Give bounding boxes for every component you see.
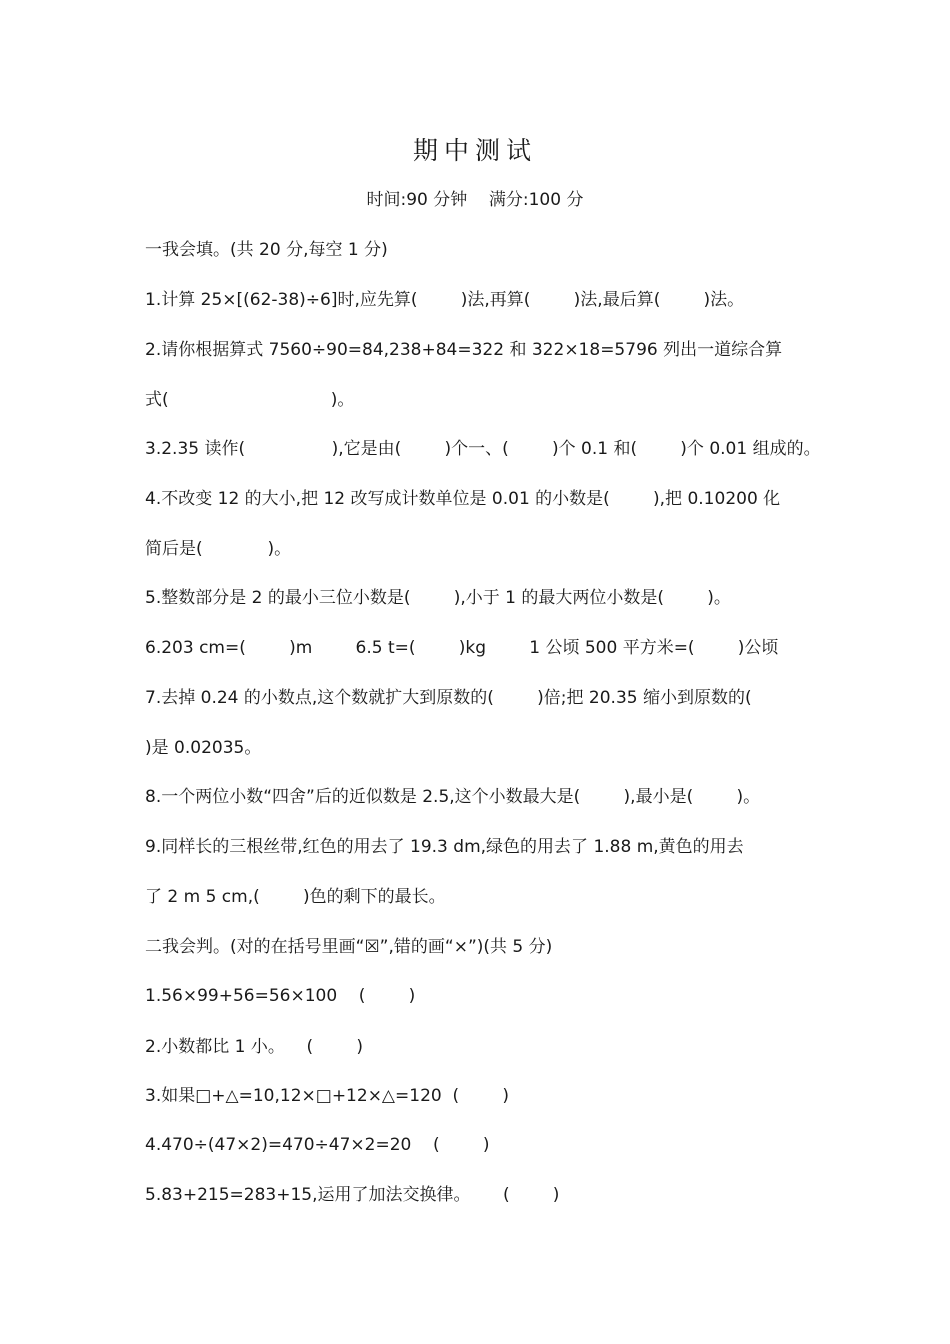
question-line: 5.83+215=283+15,运用了加法交换律。 ( ) — [145, 1185, 560, 1205]
question-line: 3.2.35 读作( ),它是由( )个一、( )个 0.1 和( )个 0.01 组成的。 — [145, 439, 821, 459]
question-line: 7.去掉 0.24 的小数点,这个数就扩大到原数的( )倍;把 20.35 缩小到原数的( — [145, 688, 752, 708]
question-line: )是 0.02035。 — [145, 738, 262, 758]
section-heading-judge: 二我会判。(对的在括号里画“☒”,错的画“×”)(共 5 分) — [145, 937, 553, 957]
question-line: 2.小数都比 1 小。 ( ) — [145, 1037, 363, 1057]
question-line: 9.同样长的三根丝带,红色的用去了 19.3 dm,绿色的用去了 1.88 m,黄色的用去 — [145, 837, 744, 857]
question-line: 2.请你根据算式 7560÷90=84,238+84=322 和 322×18=5796 列出一道综合算 — [145, 340, 783, 360]
question-line: 式( )。 — [145, 390, 355, 410]
page-title: 期中测试 — [412, 136, 537, 165]
question-line: 6.203 cm=( )m 6.5 t=( )kg 1 公顷 500 平方米=( )公顷 — [145, 638, 779, 658]
section-heading-fill: 一我会填。(共 20 分,每空 1 分) — [145, 240, 388, 260]
exam-info: 时间:90 分钟 满分:100 分 — [366, 190, 584, 210]
question-line: 4.不改变 12 的大小,把 12 改写成计数单位是 0.01 的小数是( ),把 0.10200 化 — [145, 489, 781, 509]
question-line: 1.计算 25×[(62-38)÷6]时,应先算( )法,再算( )法,最后算( )法。 — [145, 290, 745, 310]
question-line: 了 2 m 5 cm,( )色的剩下的最长。 — [145, 887, 446, 907]
question-line: 简后是( )。 — [145, 539, 292, 559]
question-line: 8.一个两位小数“四舍”后的近似数是 2.5,这个小数最大是( ),最小是( )。 — [145, 787, 761, 807]
question-line: 1.56×99+56=56×100 ( ) — [145, 986, 416, 1006]
question-line: 3.如果□+△=10,12×□+12×△=120 ( ) — [145, 1086, 510, 1106]
question-line: 4.470÷(47×2)=470÷47×2=20 ( ) — [145, 1135, 490, 1155]
question-line: 5.整数部分是 2 的最小三位小数是( ),小于 1 的最大两位小数是( )。 — [145, 588, 731, 608]
